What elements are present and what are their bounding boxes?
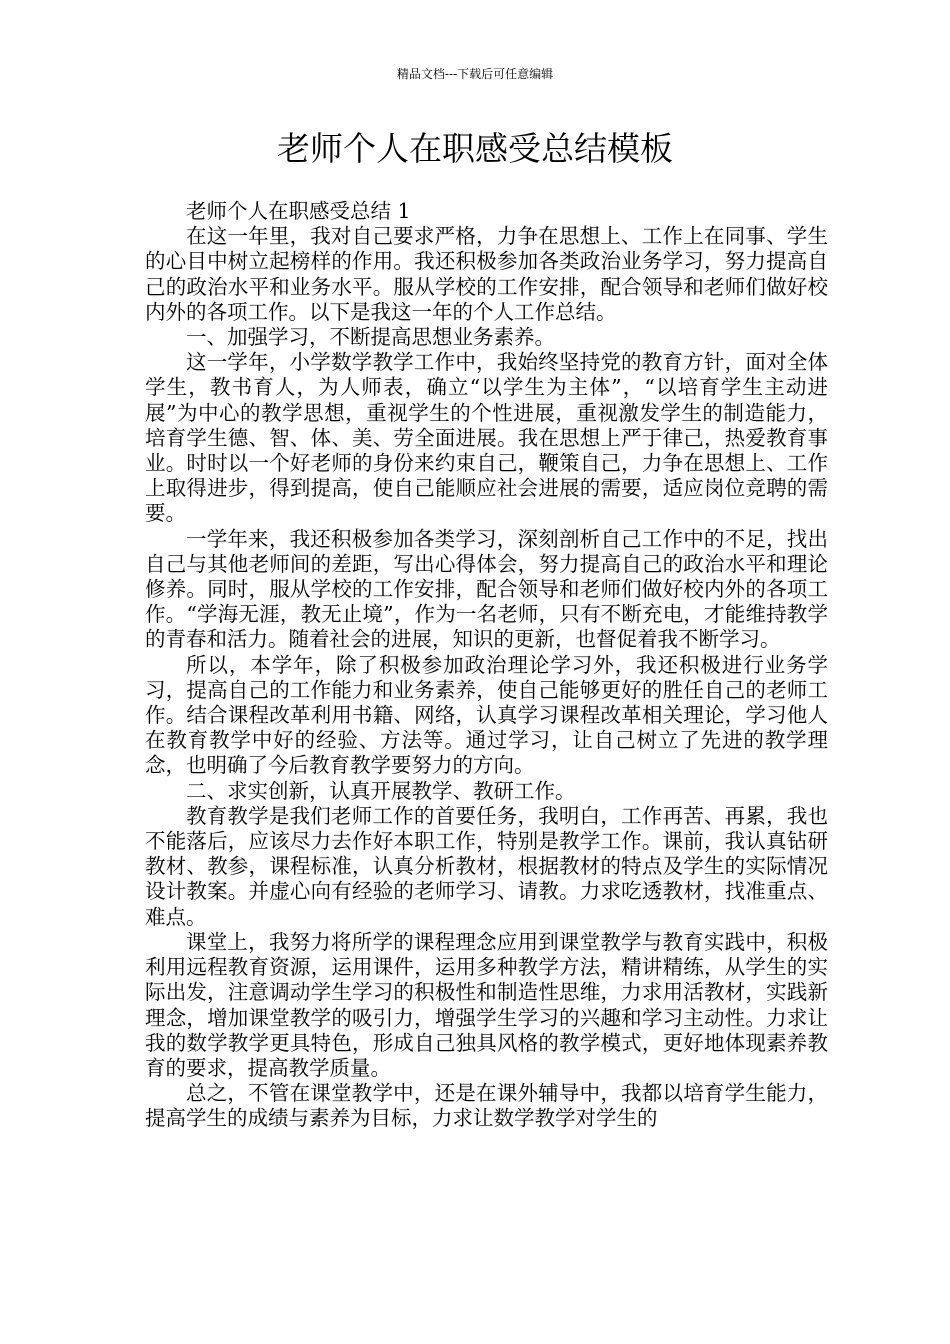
- paragraph: 一学年来，我还积极参加各类学习，深刻剖析自己工作中的不足，找出自己与其他老师间的差距，写出心得体会，努力提高自己的政治水平和理论修养。同时，服从学校的工作安排，配合领导和老师们做好校内外的各项工作。“学海无涯，教无止境”，作为一名老师，只有不断充电，才能维持教学的青春和活力。随着社会的进展，知识的更新，也督促着我不断学习。: [145, 526, 828, 652]
- paragraph: 教育教学是我们老师工作的首要任务，我明白，工作再苦、再累，我也不能落后，应该尽力去作好本职工作，特别是教学工作。课前，我认真钻研教材、教参，课程标准，认真分析教材，根据教材的特点及学生的实际情况设计教案。并虚心向有经验的老师学习、请教。力求吃透教材，找准重点、难点。: [145, 803, 828, 929]
- paragraph: 所以，本学年，除了积极参加政治理论学习外，我还积极进行业务学习，提高自己的工作能力和业务素养，使自己能够更好的胜任自己的老师工作。结合课程改革利用书籍、网络，认真学习课程改革相关理论，学习他人在教育教学中好的经验、方法等。通过学习，让自己树立了先进的教学理念，也明确了今后教育教学要努力的方向。: [145, 652, 828, 778]
- paragraph-subtitle: 老师个人在职感受总结 1: [186, 199, 411, 223]
- header-note: 精品文档---下载后可任意编辑: [396, 67, 554, 81]
- document-body: [145, 199, 828, 1132]
- section-heading-1: 一、加强学习，不断提高思想业务素养。: [186, 325, 555, 350]
- paragraph: 在这一年里，我对自己要求严格，力争在思想上、工作上在同事、学生的心目中树立起榜样的作用。我还积极参加各类政治业务学习，努力提高自己的政治水平和业务水平。服从学校的工作安排，配合领导和老师们做好校内外的各项工作。以下是我这一年的个人工作总结。: [145, 224, 828, 324]
- paragraph: 这一学年，小学数学教学工作中，我始终坚持党的教育方针，面对全体学生，教书育人，为人师表，确立“以学生为主体”，“以培育学生主动进展”为中心的教学思想，重视学生的个性进展，重视激发学生的制造能力，培育学生德、智、体、美、劳全面进展。我在思想上严于律己，热爱教育事业。时时以一个好老师的身份来约束自己，鞭策自己，力争在思想上、工作上取得进步，得到提高，使自己能顺应社会进展的需要，适应岗位竞聘的需要。: [145, 350, 828, 526]
- paragraph: 总之，不管在课堂教学中，还是在课外辅导中，我都以培育学生能力，提高学生的成绩与素养为目标，力求让数学教学对学生的: [145, 1081, 828, 1131]
- document-title: 老师个人在职感受总结模板: [277, 129, 673, 168]
- section-heading-2: 二、求实创新，认真开展教学、教研工作。: [186, 778, 576, 803]
- paragraph: 课堂上，我努力将所学的课程理念应用到课堂教学与教育实践中，积极利用远程教育资源，运用课件，运用多种教学方法，精讲精练，从学生的实际出发，注意调动学生学习的积极性和制造性思维，力求用活教材，实践新理念，增加课堂教学的吸引力，增强学生学习的兴趣和学习主动性。力求让我的数学教学更具特色，形成自己独具风格的教学模式，更好地体现素养教育的要求，提高教学质量。: [145, 929, 828, 1080]
